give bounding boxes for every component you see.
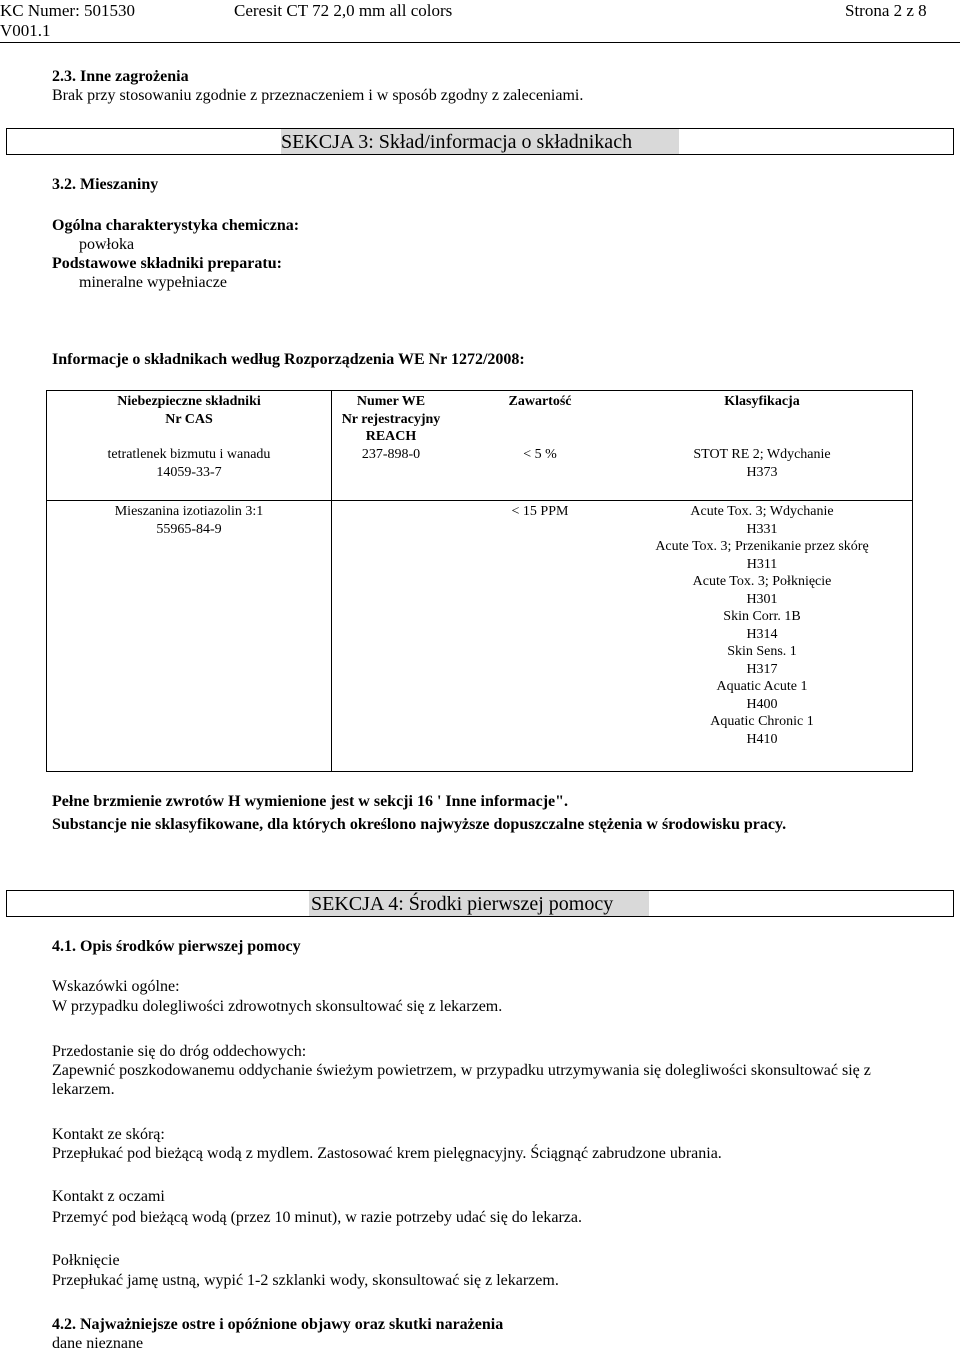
base-components-label: Podstawowe składniki preparatu: (52, 255, 282, 272)
ingestion-text: Przepłukać jamę ustną, wypić 1-2 szklanki wody, skonsultować się z lekarzem. (52, 1272, 559, 1289)
section-4-bar (6, 890, 954, 917)
page-number: Strona 2 z 8 (845, 1, 927, 20)
general-characteristics-value: powłoka (79, 236, 135, 253)
row-2-content: < 15 PPM (511, 504, 569, 519)
row-2-class-line: H317 (746, 661, 778, 677)
eye-contact-text: Przemyć pod bieżącą wodą (przez 10 minut), w razie potrzeby udać się do lekarza. (52, 1209, 582, 1226)
inhalation-text-line-2: lekarzem. (52, 1081, 115, 1098)
row-1-class-line: STOT RE 2; Wdychanie (693, 447, 831, 462)
h-phrases-note: Pełne brzmienie zwrotów H wymienione jest w sekcji 16 ' Inne informacje". (52, 793, 569, 810)
row-2-classification (612, 503, 912, 748)
row-2-class-line: H301 (746, 591, 778, 607)
base-components-value: mineralne wypełniacze (79, 274, 227, 291)
general-characteristics-label: Ogólna charakterystyka chemiczna: (52, 217, 300, 234)
header-col2-line3: REACH (365, 429, 417, 444)
header-col1-line2: Nr CAS (165, 411, 213, 427)
row-divider-col1 (47, 500, 331, 501)
skin-contact-text: Przepłukać pod bieżącą wodą z mydlem. Zastosować krem pielęgnacyjny. Ściągnąć zabrudzone ubrania. (52, 1145, 722, 1162)
section-3-bar (6, 128, 954, 155)
table-row-2-component (47, 503, 331, 538)
section-4-1-title: 4.1. Opis środków pierwszej pomocy (52, 938, 301, 955)
kc-number: KC Numer: 501530 (0, 1, 136, 20)
eye-contact-label: Kontakt z oczami (52, 1188, 165, 1205)
header-hazardous-components (47, 393, 331, 428)
section-2-3-title: 2.3. Inne zagrożenia (52, 68, 189, 85)
row-2-class-line: H410 (746, 731, 778, 747)
section-2-3-text: Brak przy stosowaniu zgodnie z przeznaczeniem i w sposób zgodny z zaleceniami. (52, 87, 584, 104)
header-col2-line2: Nr rejestracyjny (341, 411, 441, 427)
row-2-class-line: Skin Corr. 1B (723, 609, 801, 624)
header-divider (0, 42, 960, 43)
row-1-cas: 14059-33-7 (156, 464, 222, 480)
row-2-class-line: Aquatic Acute 1 (716, 679, 808, 694)
section-4-title: SEKCJA 4: Środki pierwszej pomocy (311, 893, 614, 915)
row-1-classification (612, 446, 912, 481)
row-2-class-line: Acute Tox. 3; Połknięcie (692, 574, 832, 589)
ingestion-label: Połknięcie (52, 1252, 120, 1269)
row-1-name: tetratlenek bizmutu i wanadu (107, 447, 271, 462)
row-2-class-line: H311 (746, 556, 778, 572)
skin-contact-label: Kontakt ze skórą: (52, 1126, 165, 1143)
row-divider-data (331, 500, 912, 501)
version-label: V001.1 (0, 21, 51, 40)
section-3-title: SEKCJA 3: Skład/informacja o składnikach (281, 131, 633, 153)
row-2-class-line: H331 (746, 521, 778, 537)
header-content: Zawartość (508, 394, 572, 409)
header-ec-number (331, 393, 451, 446)
header-col1-line1: Niebezpieczne składniki (117, 394, 261, 409)
row-1-class-line: H373 (746, 464, 778, 480)
components-info-heading: Informacje o składnikach według Rozporządzenia WE Nr 1272/2008: (52, 351, 525, 368)
section-3-2-title: 3.2. Mieszaniny (52, 176, 159, 193)
row-2-class-line: Acute Tox. 3; Przenikanie przez skórę (655, 539, 869, 554)
row-1-ec: 237-898-0 (361, 447, 421, 462)
row-2-class-line: Aquatic Chronic 1 (710, 714, 814, 729)
general-advice-label: Wskazówki ogólne: (52, 978, 180, 995)
header-classification: Klasyfikacja (724, 394, 800, 409)
row-2-class-line: Acute Tox. 3; Wdychanie (690, 504, 834, 519)
row-2-name: Mieszanina izotiazolin 3:1 (114, 504, 264, 519)
inhalation-text-line-1: Zapewnić poszkodowanemu oddychanie świeżym powietrzem, w przypadku utrzymywania się dolegliwości skonsultować się z (52, 1062, 871, 1079)
product-name: Ceresit CT 72 2,0 mm all colors (234, 1, 453, 20)
section-4-2-title: 4.2. Najważniejsze ostre i opóźnione objawy oraz skutki narażenia (52, 1316, 504, 1333)
inhalation-label: Przedostanie się do dróg oddechowych: (52, 1043, 307, 1060)
row-1-content: < 5 % (523, 447, 557, 462)
row-2-class-line: Skin Sens. 1 (727, 644, 797, 659)
row-2-class-line: H314 (746, 626, 778, 642)
header-col2-line1: Numer WE (356, 394, 426, 409)
general-advice-text: W przypadku dolegliwości zdrowotnych skonsultować się z lekarzem. (52, 998, 503, 1015)
table-row-1-component (47, 446, 331, 481)
unclassified-substances-note: Substancje nie sklasyfikowane, dla których określono najwyższe dopuszczalne stężenia w środowisku pracy. (52, 816, 787, 833)
row-2-cas: 55965-84-9 (156, 521, 222, 537)
row-2-class-line: H400 (746, 696, 778, 712)
section-4-2-text: dane nieznane (52, 1335, 144, 1352)
